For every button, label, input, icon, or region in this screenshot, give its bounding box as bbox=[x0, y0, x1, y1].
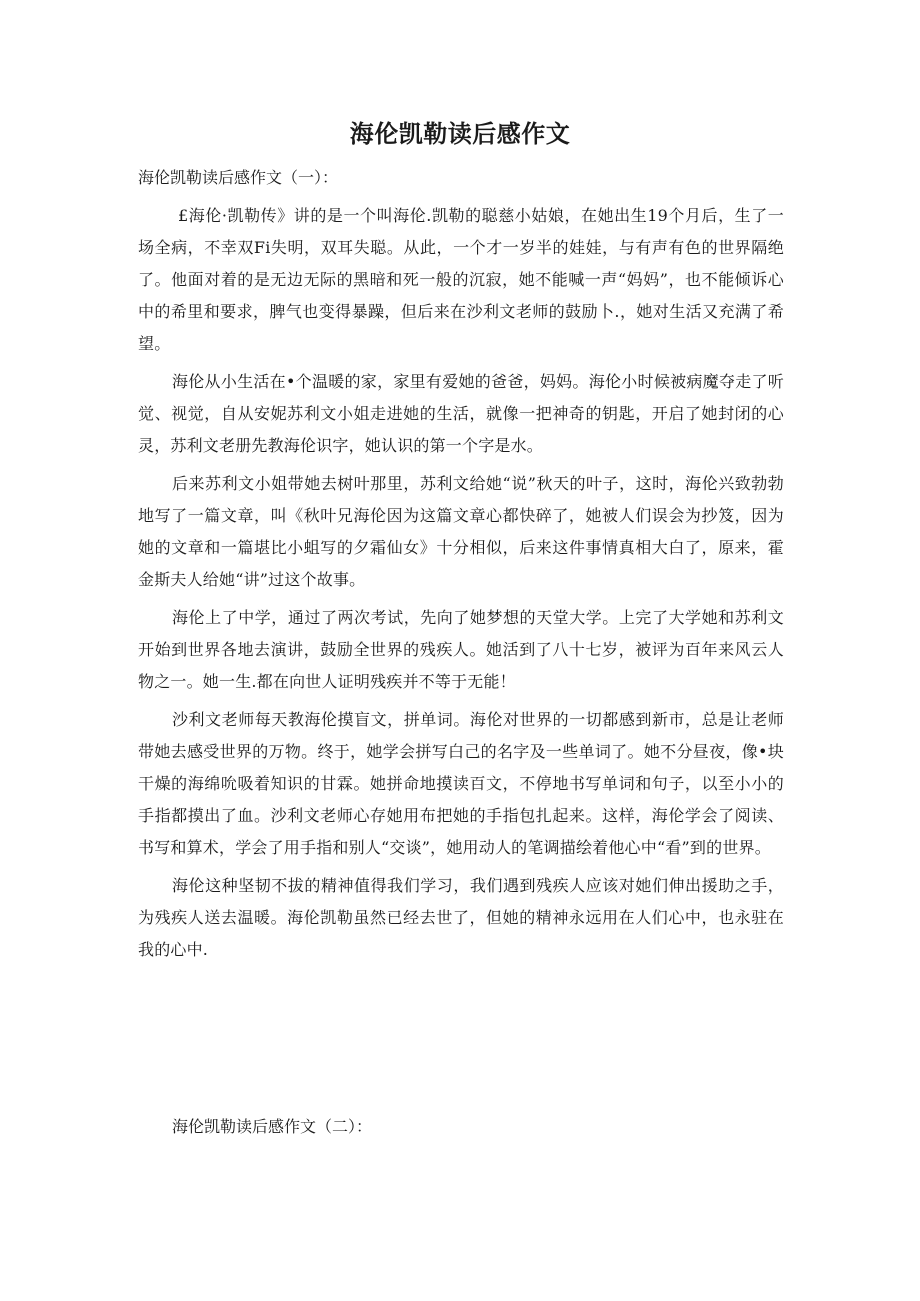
section-heading-2: 海伦凯勒读后感作文（二）： bbox=[172, 1117, 373, 1136]
paragraph-6: 海伦这种坚韧不拔的精神值得我们学习，我们遇到残疾人应该对她们伸出援助之手，为残疾人送去温暖。海伦凯勒虽然已经去世了，但她的精神永远用在人们心中，也永驻在我的心中. bbox=[138, 876, 784, 959]
essay-body bbox=[138, 200, 784, 972]
paragraph-4: 海伦上了中学，通过了两次考试，先向了她梦想的天堂大学。上完了大学她和苏利文开始到世界各地去演讲，鼓励全世界的残疾人。她活到了八十七岁，被评为百年来风云人物之一。她一生.都在向世人证明残疾并不等于无能！ bbox=[138, 608, 784, 691]
document-title: 海伦凯勒读后感作文 bbox=[349, 120, 571, 148]
paragraph-2: 海伦从小生活在•个温暖的家，家里有爱她的爸爸，妈妈。海伦小时候被病魔夺走了听觉、视觉，自从安妮苏利文小姐走进她的生活，就像一把神奇的钥匙，开启了她封闭的心灵，苏利文老册先教海伦识字，她认识的第一个字是水。 bbox=[138, 372, 784, 455]
paragraph-3: 后来苏利文小姐带她去树叶那里，苏利文给她“说”秋天的叶子，这时，海伦兴致勃勃地写了一篇文章，叫《秋叶兄海伦因为这篇文章心都快碎了，她被人们误会为抄笈，因为她的文章和一篇堪比小蛆写的夕霜仙女》十分相似，后来这件事情真相大白了，原来，霍金斯夫人给她“讲”过这个故事。 bbox=[138, 474, 784, 589]
section-heading-1: 海伦凯勒读后感作文（一）： bbox=[138, 168, 339, 187]
paragraph-5: 沙利文老师每天教海伦摸盲文，拼单词。海伦对世界的一切都感到新市，总是让老师带她去感受世界的万物。终于，她学会拼写白己的名字及一些单词了。她不分昼夜，像•块干燥的海绵吮吸着知识的甘霖。她拼命地摸读百文，不停地书写单词和句子，以至小小的手指都摸出了血。沙利文老师心存她用布把她的手指包扎起来。这样，海伦学会了阅读、书写和算术，学会了用手指和别人“交谈”，她用动人的笔调描绘着他心中“看”到的世界。 bbox=[138, 710, 784, 857]
paragraph-1: £海伦·凯勒传》讲的是一个叫海伦.凯勒的聪慈小姑娘，在她出生19个月后，生了一场全病，不幸双Fi失明，双耳失聪。从此，一个才一岁半的娃娃，与有声有色的世界隔绝了。他面对着的是无边无际的黑暗和死一般的沉寂，她不能喊一声“妈妈”，也不能倾诉心中的希里和要求，脾气也变得暴躁，但后来在沙利文老师的鼓励卜.，她对生活又充满了希望。 bbox=[138, 206, 784, 353]
